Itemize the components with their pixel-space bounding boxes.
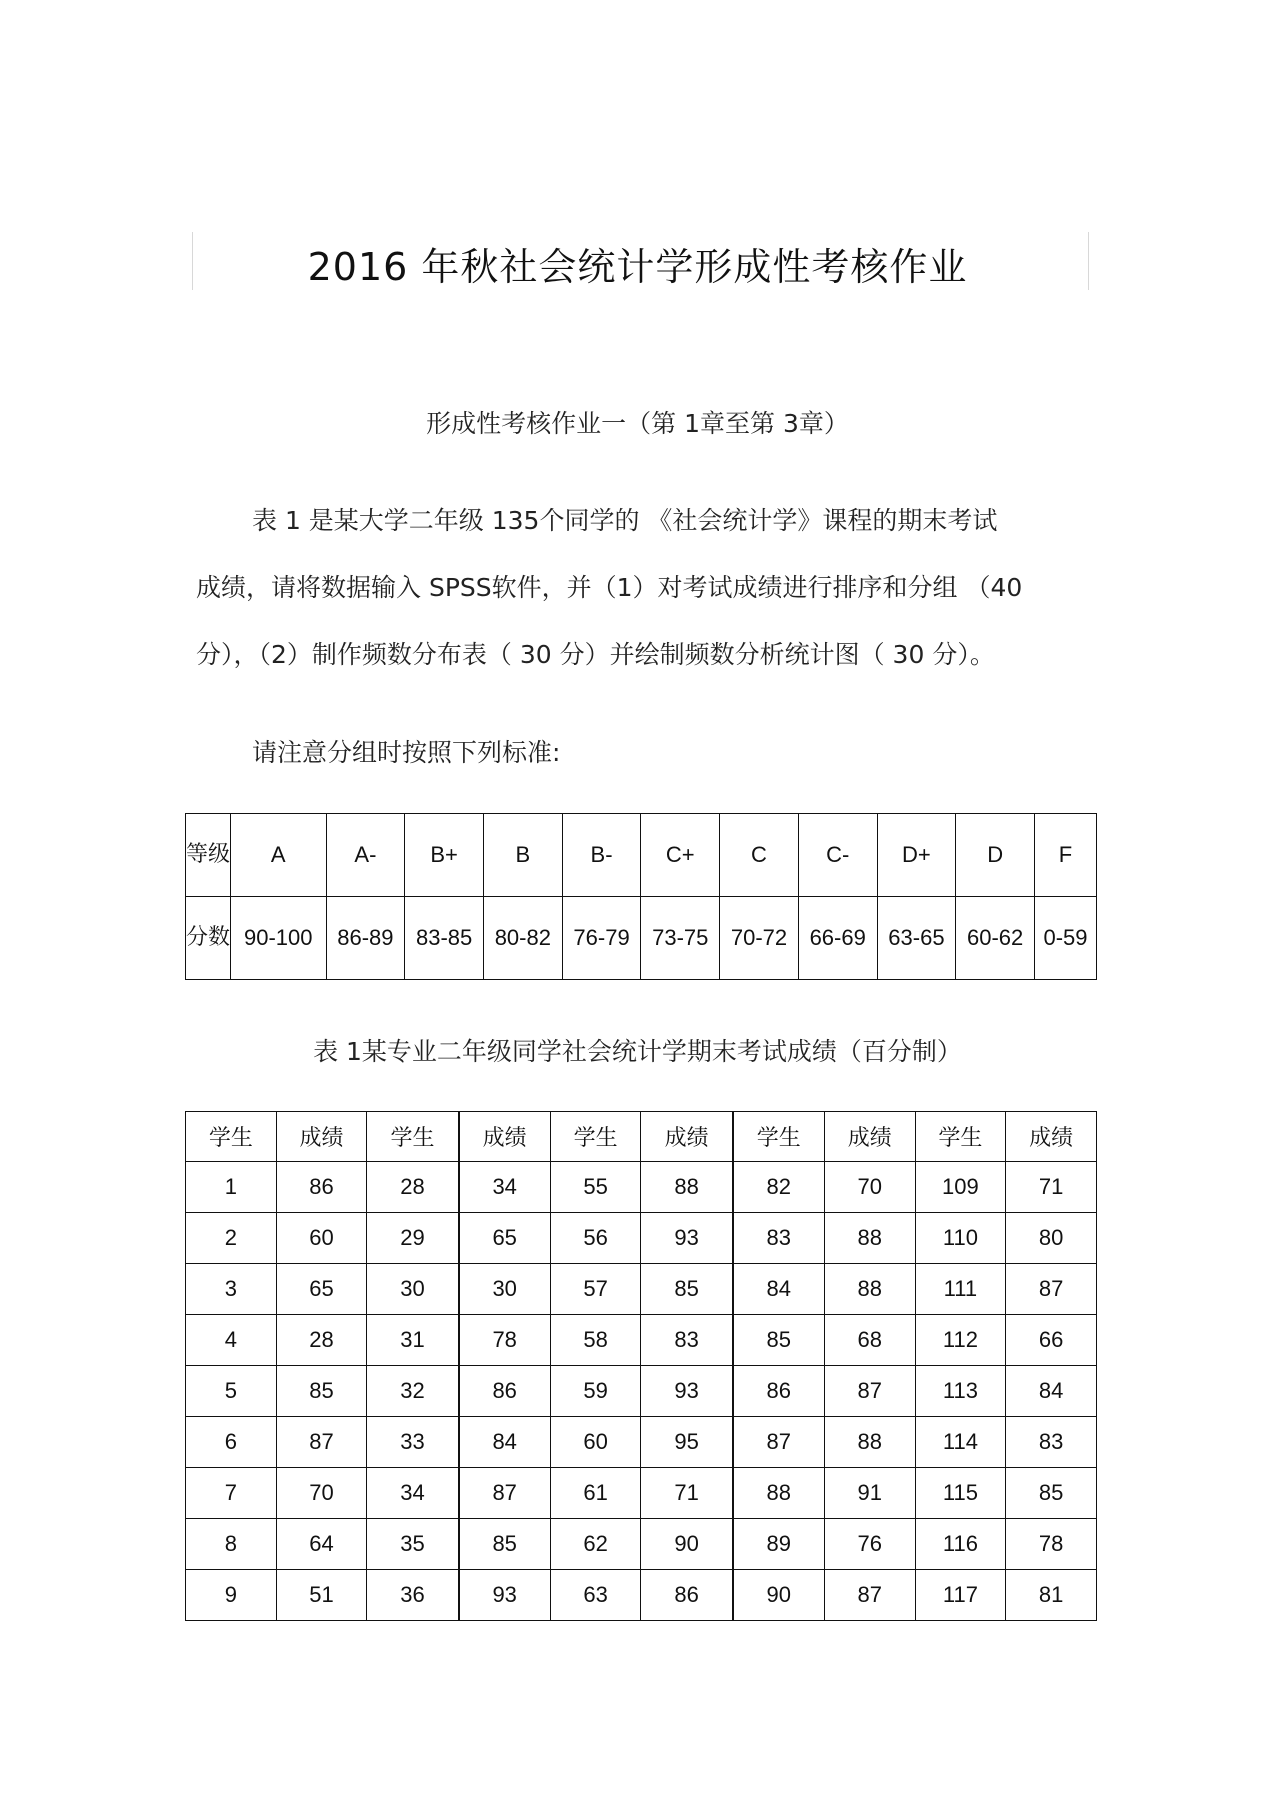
score-cell: 76 (824, 1519, 915, 1570)
student-id-cell: 59 (550, 1366, 641, 1417)
score-cell: 64 (276, 1519, 367, 1570)
score-cell: 86 (276, 1162, 367, 1213)
student-id-cell: 2 (186, 1213, 277, 1264)
student-id-cell: 60 (550, 1417, 641, 1468)
score-cell: 87 (824, 1366, 915, 1417)
table-row (186, 1468, 1097, 1519)
score-range-cell: 80-82 (483, 897, 562, 980)
student-id-cell: 36 (367, 1570, 459, 1621)
table-row (186, 1264, 1097, 1315)
score-cell: 93 (641, 1366, 733, 1417)
score-cell: 65 (276, 1264, 367, 1315)
student-header: 学生 (186, 1112, 277, 1162)
score-cell: 85 (1006, 1468, 1097, 1519)
student-id-cell: 4 (186, 1315, 277, 1366)
score-range-cell: 66-69 (798, 897, 877, 980)
paragraph-line-2: 成绩，请将数据输入 SPSS软件，并（1）对考试成绩进行排序和分组 （40 (196, 573, 1023, 602)
grade-cell: C+ (641, 814, 720, 897)
score-cell: 81 (1006, 1570, 1097, 1621)
student-id-cell: 58 (550, 1315, 641, 1366)
student-id-cell: 6 (186, 1417, 277, 1468)
score-cell: 71 (1006, 1162, 1097, 1213)
score-cell: 84 (1006, 1366, 1097, 1417)
table-row (186, 1213, 1097, 1264)
score-cell: 87 (1006, 1264, 1097, 1315)
student-id-cell: 55 (550, 1162, 641, 1213)
score-cell: 88 (824, 1213, 915, 1264)
score-row-header: 分数 (186, 897, 231, 980)
document-subtitle: 形成性考核作业一（第 1章至第 3章） (426, 409, 849, 438)
student-id-cell: 32 (367, 1366, 459, 1417)
grade-row-header: 等级 (186, 814, 231, 897)
score-cell: 51 (276, 1570, 367, 1621)
student-id-cell: 109 (915, 1162, 1006, 1213)
table-row (186, 1162, 1097, 1213)
grade-cell: C (720, 814, 799, 897)
score-cell: 85 (276, 1366, 367, 1417)
score-header: 成绩 (824, 1112, 915, 1162)
score-cell: 70 (276, 1468, 367, 1519)
score-header: 成绩 (641, 1112, 733, 1162)
student-id-cell: 86 (733, 1366, 825, 1417)
score-table (185, 1111, 1097, 1621)
grade-cell: B+ (405, 814, 484, 897)
score-cell: 30 (459, 1264, 551, 1315)
student-id-cell: 85 (733, 1315, 825, 1366)
score-cell: 78 (1006, 1519, 1097, 1570)
student-id-cell: 84 (733, 1264, 825, 1315)
table-row (186, 1417, 1097, 1468)
student-id-cell: 90 (733, 1570, 825, 1621)
score-range-cell: 60-62 (956, 897, 1035, 980)
paragraph-line-1: 表 1 是某大学二年级 135个同学的 《社会统计学》课程的期末考试 (252, 506, 998, 535)
student-id-cell: 111 (915, 1264, 1006, 1315)
score-cell: 85 (641, 1264, 733, 1315)
student-id-cell: 1 (186, 1162, 277, 1213)
grade-cell: D+ (877, 814, 956, 897)
score-range-row (186, 897, 1097, 980)
table-header-row (186, 1112, 1097, 1162)
grade-cell: A- (326, 814, 405, 897)
student-header: 学生 (915, 1112, 1006, 1162)
student-id-cell: 87 (733, 1417, 825, 1468)
score-cell: 85 (459, 1519, 551, 1570)
score-cell: 78 (459, 1315, 551, 1366)
score-cell: 88 (824, 1264, 915, 1315)
student-id-cell: 29 (367, 1213, 459, 1264)
grade-cell: B (483, 814, 562, 897)
student-id-cell: 5 (186, 1366, 277, 1417)
grade-cell: F (1035, 814, 1097, 897)
score-cell: 80 (1006, 1213, 1097, 1264)
score-range-cell: 73-75 (641, 897, 720, 980)
score-cell: 88 (641, 1162, 733, 1213)
score-cell: 83 (641, 1315, 733, 1366)
score-cell: 71 (641, 1468, 733, 1519)
score-header: 成绩 (1006, 1112, 1097, 1162)
score-cell: 87 (824, 1570, 915, 1621)
student-id-cell: 35 (367, 1519, 459, 1570)
grade-cell: A (231, 814, 327, 897)
grade-cell: C- (798, 814, 877, 897)
student-id-cell: 88 (733, 1468, 825, 1519)
student-id-cell: 9 (186, 1570, 277, 1621)
student-id-cell: 117 (915, 1570, 1006, 1621)
student-id-cell: 33 (367, 1417, 459, 1468)
score-cell: 83 (1006, 1417, 1097, 1468)
paragraph-line-3: 分），（2）制作频数分布表（ 30 分）并绘制频数分析统计图（ 30 分）。 (196, 640, 995, 669)
student-id-cell: 62 (550, 1519, 641, 1570)
grade-standard-table (185, 813, 1097, 980)
student-header: 学生 (367, 1112, 459, 1162)
score-cell: 88 (824, 1417, 915, 1468)
table-row (186, 1570, 1097, 1621)
table-row (186, 1366, 1097, 1417)
student-id-cell: 113 (915, 1366, 1006, 1417)
student-id-cell: 116 (915, 1519, 1006, 1570)
score-cell: 65 (459, 1213, 551, 1264)
score-cell: 95 (641, 1417, 733, 1468)
score-range-cell: 70-72 (720, 897, 799, 980)
document-title: 2016 年秋社会统计学形成性考核作业 (307, 245, 968, 289)
score-header: 成绩 (459, 1112, 551, 1162)
student-id-cell: 34 (367, 1468, 459, 1519)
score-range-cell: 76-79 (562, 897, 641, 980)
score-range-cell: 86-89 (326, 897, 405, 980)
score-cell: 93 (641, 1213, 733, 1264)
score-cell: 86 (459, 1366, 551, 1417)
score-cell: 91 (824, 1468, 915, 1519)
student-id-cell: 3 (186, 1264, 277, 1315)
student-id-cell: 8 (186, 1519, 277, 1570)
student-id-cell: 61 (550, 1468, 641, 1519)
score-cell: 28 (276, 1315, 367, 1366)
score-range-cell: 90-100 (231, 897, 327, 980)
score-cell: 60 (276, 1213, 367, 1264)
score-cell: 87 (276, 1417, 367, 1468)
student-id-cell: 7 (186, 1468, 277, 1519)
score-cell: 87 (459, 1468, 551, 1519)
grade-cell: D (956, 814, 1035, 897)
table-row (186, 1519, 1097, 1570)
score-cell: 86 (641, 1570, 733, 1621)
score-range-cell: 83-85 (405, 897, 484, 980)
student-id-cell: 57 (550, 1264, 641, 1315)
student-id-cell: 63 (550, 1570, 641, 1621)
score-cell: 90 (641, 1519, 733, 1570)
table-caption: 表 1某专业二年级同学社会统计学期末考试成绩（百分制） (313, 1037, 962, 1066)
student-id-cell: 56 (550, 1213, 641, 1264)
score-range-cell: 63-65 (877, 897, 956, 980)
grouping-note: 请注意分组时按照下列标准: (252, 738, 561, 767)
student-id-cell: 31 (367, 1315, 459, 1366)
score-cell: 84 (459, 1417, 551, 1468)
student-id-cell: 83 (733, 1213, 825, 1264)
score-cell: 34 (459, 1162, 551, 1213)
student-header: 学生 (550, 1112, 641, 1162)
grade-cell: B- (562, 814, 641, 897)
score-header: 成绩 (276, 1112, 367, 1162)
score-cell: 66 (1006, 1315, 1097, 1366)
student-id-cell: 82 (733, 1162, 825, 1213)
table-row (186, 1315, 1097, 1366)
student-id-cell: 28 (367, 1162, 459, 1213)
assignment-paragraph (196, 487, 1096, 688)
student-id-cell: 114 (915, 1417, 1006, 1468)
student-id-cell: 30 (367, 1264, 459, 1315)
score-range-cell: 0-59 (1035, 897, 1097, 980)
score-cell: 68 (824, 1315, 915, 1366)
grade-row (186, 814, 1097, 897)
score-cell: 93 (459, 1570, 551, 1621)
student-id-cell: 89 (733, 1519, 825, 1570)
student-id-cell: 112 (915, 1315, 1006, 1366)
student-id-cell: 115 (915, 1468, 1006, 1519)
score-cell: 70 (824, 1162, 915, 1213)
student-id-cell: 110 (915, 1213, 1006, 1264)
student-header: 学生 (733, 1112, 825, 1162)
